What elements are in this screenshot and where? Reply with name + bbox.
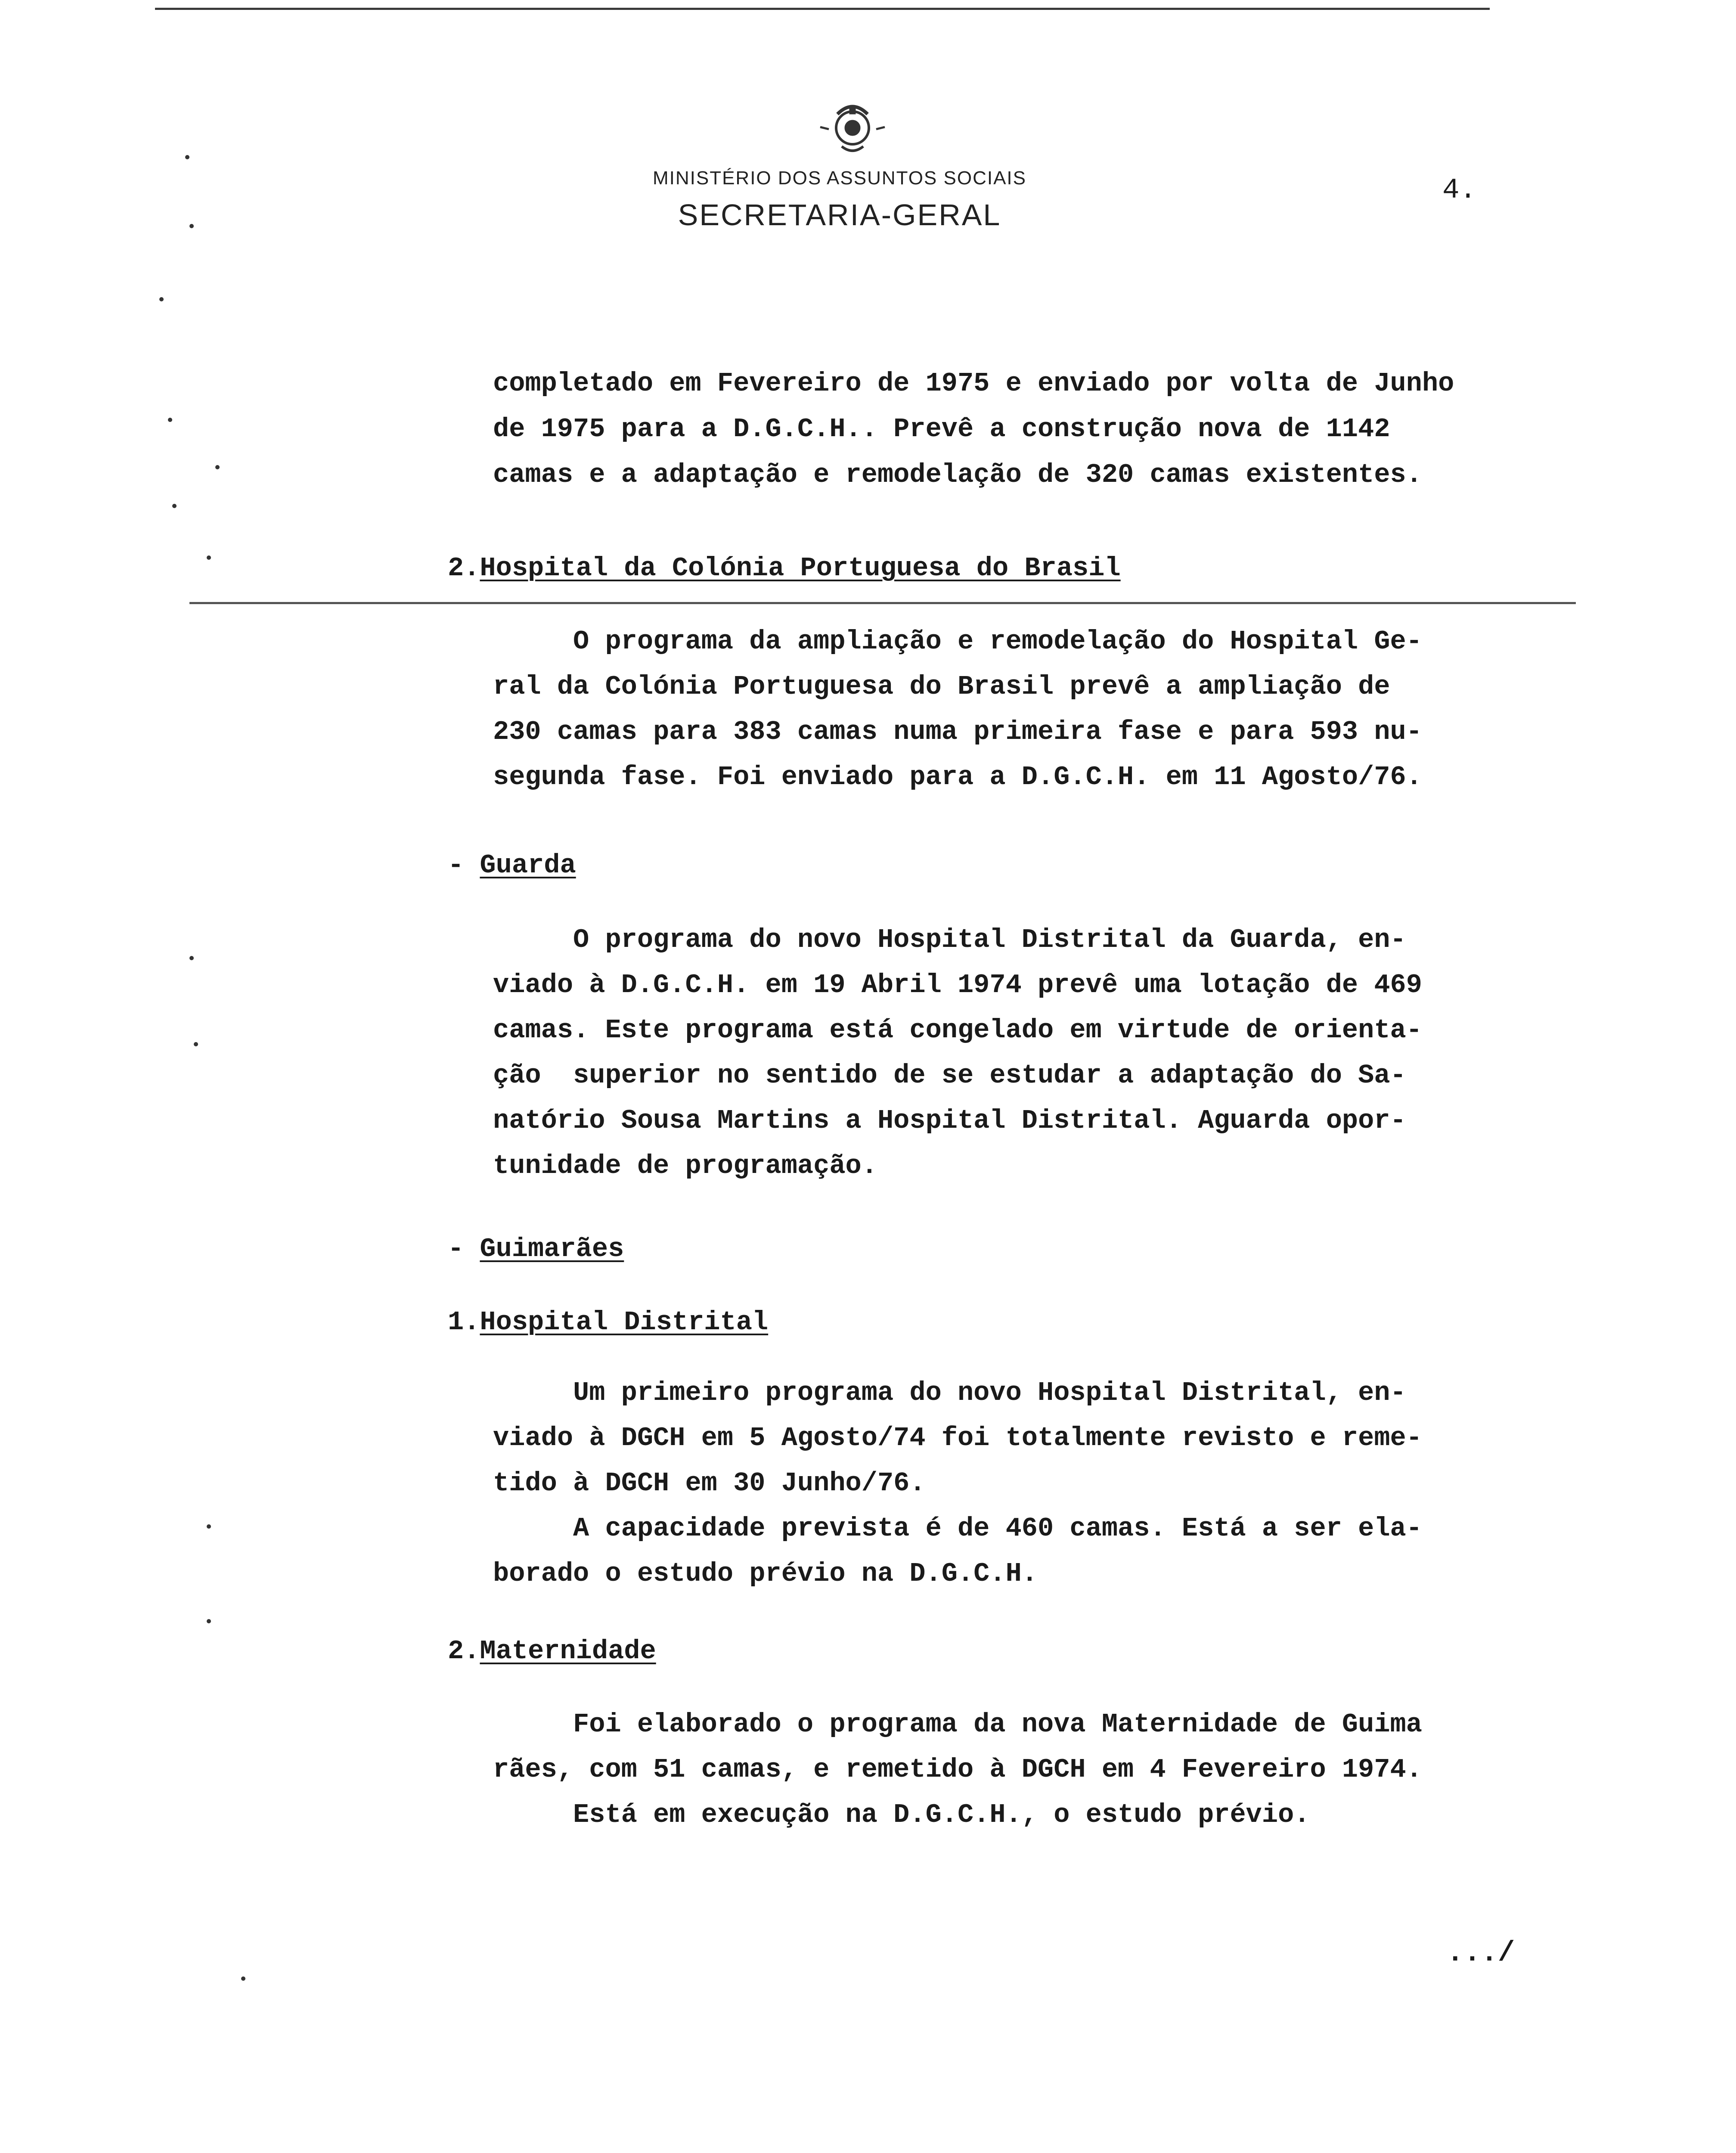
section-prefix: 1. bbox=[448, 1307, 480, 1337]
paragraph-line: rães, com 51 camas, e remetido à DGCH em 4 Fevereiro 1974. bbox=[493, 1754, 1422, 1785]
paragraph-line: tunidade de programação. bbox=[493, 1151, 877, 1181]
paragraph-line: ção superior no sentido de se estudar a adaptação do Sa- bbox=[493, 1060, 1406, 1091]
paragraph-line: O programa do novo Hospital Distrital da Guarda, en- bbox=[493, 924, 1406, 955]
section-prefix: 2. bbox=[448, 553, 480, 583]
scan-speck bbox=[207, 1524, 211, 1529]
ministry-name: MINISTÉRIO DOS ASSUNTOS SOCIAIS bbox=[652, 168, 1026, 189]
continuation-slash: / bbox=[1497, 1937, 1515, 1969]
paragraph-line: natório Sousa Martins a Hospital Distrital. Aguarda opor- bbox=[493, 1105, 1406, 1136]
intro-line-2: de 1975 para a D.G.C.H.. Prevê a construção nova de 1142 bbox=[493, 414, 1390, 444]
section-heading-hospital-distrital bbox=[448, 1307, 768, 1337]
scan-speck bbox=[172, 504, 177, 508]
scan-speck bbox=[215, 465, 220, 469]
paragraph-line: borado o estudo prévio na D.G.C.H. bbox=[493, 1558, 1038, 1589]
section-heading-maternidade bbox=[448, 1636, 656, 1666]
section-prefix: 2. bbox=[448, 1636, 480, 1666]
paragraph-line: tido à DGCH em 30 Junho/76. bbox=[493, 1468, 926, 1498]
paragraph-line: viado à D.G.C.H. em 19 Abril 1974 prevê uma lotação de 469 bbox=[493, 970, 1422, 1000]
page-number: 4. bbox=[1442, 174, 1477, 206]
paragraph-line: viado à DGCH em 5 Agosto/74 foi totalmente revisto e reme- bbox=[493, 1423, 1422, 1453]
section-title: Guarda bbox=[480, 850, 576, 881]
section-title: Hospital da Colónia Portuguesa do Brasil bbox=[480, 553, 1121, 583]
scan-speck bbox=[189, 956, 194, 960]
continuation-mark bbox=[1447, 1937, 1515, 1969]
section-heading-guarda bbox=[448, 850, 576, 881]
intro-line-1: completado em Fevereiro de 1975 e enviado por volta de Junho bbox=[493, 368, 1454, 399]
scan-speck bbox=[207, 1619, 211, 1623]
letterhead bbox=[538, 166, 1141, 234]
scan-speck bbox=[185, 155, 189, 159]
section-heading-guimaraes bbox=[448, 1234, 624, 1264]
paragraph-line: ral da Colónia Portuguesa do Brasil prevê a ampliação de bbox=[493, 671, 1390, 702]
section-title: Guimarães bbox=[480, 1234, 624, 1264]
section-heading-colonia bbox=[448, 553, 1121, 583]
department-name: SECRETARIA-GERAL bbox=[678, 198, 1001, 232]
paragraph-line: Foi elaborado o programa da nova Maternidade de Guima bbox=[493, 1709, 1422, 1740]
section-prefix: - bbox=[448, 1234, 480, 1264]
section-title: Hospital Distrital bbox=[480, 1307, 769, 1337]
scan-speck bbox=[159, 297, 164, 301]
scan-speck bbox=[194, 1042, 198, 1046]
paragraph-line: segunda fase. Foi enviado para a D.G.C.H. em 11 Agosto/76. bbox=[493, 762, 1422, 792]
paragraph-line: 230 camas para 383 camas numa primeira fase e para 593 nu- bbox=[493, 717, 1422, 747]
continuation-dots: ... bbox=[1447, 1937, 1498, 1969]
scan-speck bbox=[241, 1976, 245, 1981]
scan-speck bbox=[207, 555, 211, 560]
paragraph-line: Está em execução na D.G.C.H., o estudo prévio. bbox=[493, 1799, 1310, 1830]
paragraph-line: Um primeiro programa do novo Hospital Distrital, en- bbox=[493, 1377, 1406, 1408]
intro-line-3: camas e a adaptação e remodelação de 320 camas existentes. bbox=[493, 459, 1422, 490]
scan-rule bbox=[189, 602, 1576, 604]
scan-speck bbox=[168, 418, 172, 422]
paragraph-line: O programa da ampliação e remodelação do Hospital Ge- bbox=[493, 626, 1422, 657]
section-prefix: - bbox=[448, 850, 480, 881]
paragraph-line: A capacidade prevista é de 460 camas. Está a ser ela- bbox=[493, 1513, 1422, 1544]
paragraph-line: camas. Este programa está congelado em virtude de orienta- bbox=[493, 1015, 1422, 1045]
government-seal-icon bbox=[812, 97, 893, 161]
top-rule bbox=[155, 8, 1490, 10]
scan-speck bbox=[189, 224, 194, 228]
section-title: Maternidade bbox=[480, 1636, 656, 1666]
